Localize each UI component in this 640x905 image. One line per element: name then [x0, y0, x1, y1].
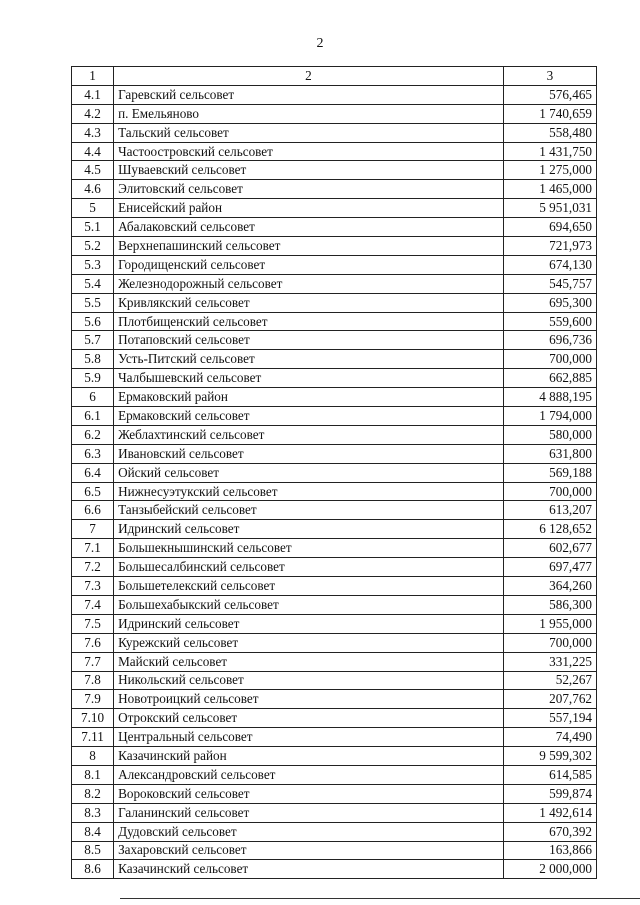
row-value: 207,762: [503, 690, 596, 709]
row-value: 613,207: [503, 501, 596, 520]
table-row: [72, 860, 597, 879]
table-row: [72, 199, 597, 218]
row-value: 695,300: [503, 293, 596, 312]
row-value: 700,000: [503, 633, 596, 652]
row-name: Усть-Питский сельсовет: [114, 350, 504, 369]
row-value: 674,130: [503, 255, 596, 274]
row-name: Казачинский сельсовет: [114, 860, 504, 879]
row-number: 5: [72, 199, 114, 218]
row-value: 558,480: [503, 123, 596, 142]
row-name: Ойский сельсовет: [114, 463, 504, 482]
row-name: Ермаковский сельсовет: [114, 407, 504, 426]
table-row: [72, 312, 597, 331]
row-number: 5.4: [72, 274, 114, 293]
row-value: 6 128,652: [503, 520, 596, 539]
row-value: 163,866: [503, 841, 596, 860]
row-name: Новотроицкий сельсовет: [114, 690, 504, 709]
table-row: [72, 501, 597, 520]
row-name: Городищенский сельсовет: [114, 255, 504, 274]
row-name: Енисейский район: [114, 199, 504, 218]
table-row: [72, 803, 597, 822]
row-number: 8.2: [72, 784, 114, 803]
row-name: Дудовский сельсовет: [114, 822, 504, 841]
row-number: 7: [72, 520, 114, 539]
row-value: 697,477: [503, 558, 596, 577]
row-name: Идринский сельсовет: [114, 614, 504, 633]
table-row: [72, 293, 597, 312]
row-number: 4.3: [72, 123, 114, 142]
row-name: Александровский сельсовет: [114, 765, 504, 784]
row-value: 74,490: [503, 728, 596, 747]
row-number: 7.6: [72, 633, 114, 652]
row-name: Железнодорожный сельсовет: [114, 274, 504, 293]
row-name: Никольский сельсовет: [114, 671, 504, 690]
row-value: 696,736: [503, 331, 596, 350]
row-number: 7.10: [72, 709, 114, 728]
row-name: Курежский сельсовет: [114, 633, 504, 652]
row-name: Большехабыкский сельсовет: [114, 595, 504, 614]
row-value: 586,300: [503, 595, 596, 614]
row-value: 694,650: [503, 218, 596, 237]
table-row: [72, 161, 597, 180]
table-header: [72, 67, 597, 86]
row-number: 7.2: [72, 558, 114, 577]
row-value: 662,885: [503, 369, 596, 388]
row-number: 4.5: [72, 161, 114, 180]
row-number: 7.9: [72, 690, 114, 709]
row-number: 4.1: [72, 85, 114, 104]
row-name: Захаровский сельсовет: [114, 841, 504, 860]
row-number: 7.7: [72, 652, 114, 671]
table-row: [72, 652, 597, 671]
row-name: Плотбищенский сельсовет: [114, 312, 504, 331]
table-row: [72, 595, 597, 614]
table-row: [72, 388, 597, 407]
table-row: [72, 463, 597, 482]
header-col-1: 1: [72, 67, 114, 86]
table-row: [72, 123, 597, 142]
row-name: Частоостровский сельсовет: [114, 142, 504, 161]
row-number: 8.5: [72, 841, 114, 860]
table-row: [72, 558, 597, 577]
row-number: 5.7: [72, 331, 114, 350]
row-name: Чалбышевский сельсовет: [114, 369, 504, 388]
table-row: [72, 765, 597, 784]
row-name: Гаревский сельсовет: [114, 85, 504, 104]
row-value: 602,677: [503, 539, 596, 558]
row-name: Потаповский сельсовет: [114, 331, 504, 350]
row-value: 4 888,195: [503, 388, 596, 407]
row-number: 4.6: [72, 180, 114, 199]
row-value: 364,260: [503, 577, 596, 596]
table-row: [72, 104, 597, 123]
row-name: Большекнышинский сельсовет: [114, 539, 504, 558]
row-value: 631,800: [503, 444, 596, 463]
table-row: [72, 444, 597, 463]
row-number: 7.4: [72, 595, 114, 614]
row-name: Кривлякский сельсовет: [114, 293, 504, 312]
table-row: [72, 142, 597, 161]
row-value: 1 794,000: [503, 407, 596, 426]
table-row: [72, 482, 597, 501]
row-value: 1 492,614: [503, 803, 596, 822]
row-name: Вороковский сельсовет: [114, 784, 504, 803]
row-name: п. Емельяново: [114, 104, 504, 123]
table-row: [72, 577, 597, 596]
row-value: 1 431,750: [503, 142, 596, 161]
row-number: 7.1: [72, 539, 114, 558]
row-name: Абалаковский сельсовет: [114, 218, 504, 237]
row-number: 5.8: [72, 350, 114, 369]
row-number: 6.5: [72, 482, 114, 501]
row-value: 1 740,659: [503, 104, 596, 123]
table-row: [72, 671, 597, 690]
row-number: 5.2: [72, 237, 114, 256]
row-name: Танзыбейский сельсовет: [114, 501, 504, 520]
row-name: Казачинский район: [114, 747, 504, 766]
table-row: [72, 520, 597, 539]
row-number: 7.8: [72, 671, 114, 690]
row-number: 4.2: [72, 104, 114, 123]
row-number: 5.6: [72, 312, 114, 331]
row-name: Тальский сельсовет: [114, 123, 504, 142]
row-number: 5.9: [72, 369, 114, 388]
row-value: 670,392: [503, 822, 596, 841]
row-number: 6.6: [72, 501, 114, 520]
row-value: 599,874: [503, 784, 596, 803]
table-body: [72, 85, 597, 878]
row-number: 8: [72, 747, 114, 766]
row-value: 545,757: [503, 274, 596, 293]
table-row: [72, 407, 597, 426]
row-value: 559,600: [503, 312, 596, 331]
page-number: 2: [316, 36, 324, 51]
row-number: 6.3: [72, 444, 114, 463]
row-value: 557,194: [503, 709, 596, 728]
row-number: 6.1: [72, 407, 114, 426]
row-name: Жеблахтинский сельсовет: [114, 425, 504, 444]
row-name: Элитовский сельсовет: [114, 180, 504, 199]
table-row: [72, 369, 597, 388]
row-number: 5.1: [72, 218, 114, 237]
table-row: [72, 747, 597, 766]
row-number: 7.3: [72, 577, 114, 596]
table-row: [72, 331, 597, 350]
table-row: [72, 539, 597, 558]
row-name: Большесалбинский сельсовет: [114, 558, 504, 577]
table-row: [72, 237, 597, 256]
row-value: 700,000: [503, 482, 596, 501]
table-row: [72, 255, 597, 274]
row-number: 4.4: [72, 142, 114, 161]
footer-rule: [120, 898, 640, 899]
row-name: Верхнепашинский сельсовет: [114, 237, 504, 256]
table-row: [72, 728, 597, 747]
table-row: [72, 425, 597, 444]
row-name: Шуваевский сельсовет: [114, 161, 504, 180]
row-value: 580,000: [503, 425, 596, 444]
header-row: [72, 67, 597, 86]
row-name: Галанинский сельсовет: [114, 803, 504, 822]
row-value: 9 599,302: [503, 747, 596, 766]
data-table: [71, 66, 597, 879]
row-value: 614,585: [503, 765, 596, 784]
row-number: 8.3: [72, 803, 114, 822]
row-value: 5 951,031: [503, 199, 596, 218]
row-number: 7.11: [72, 728, 114, 747]
row-name: Ермаковский район: [114, 388, 504, 407]
header-col-3: 3: [503, 67, 596, 86]
row-name: Большетелекский сельсовет: [114, 577, 504, 596]
row-value: 721,973: [503, 237, 596, 256]
row-value: 1 465,000: [503, 180, 596, 199]
row-number: 6.4: [72, 463, 114, 482]
row-name: Центральный сельсовет: [114, 728, 504, 747]
row-value: 576,465: [503, 85, 596, 104]
row-value: 331,225: [503, 652, 596, 671]
header-col-2: 2: [114, 67, 504, 86]
row-value: 569,188: [503, 463, 596, 482]
row-name: Майский сельсовет: [114, 652, 504, 671]
row-value: 700,000: [503, 350, 596, 369]
row-name: Нижнесуэтукский сельсовет: [114, 482, 504, 501]
row-value: 52,267: [503, 671, 596, 690]
table-row: [72, 690, 597, 709]
table-row: [72, 85, 597, 104]
row-name: Ивановский сельсовет: [114, 444, 504, 463]
row-name: Идринский сельсовет: [114, 520, 504, 539]
row-number: 8.4: [72, 822, 114, 841]
row-value: 1 275,000: [503, 161, 596, 180]
table-row: [72, 350, 597, 369]
row-name: Отрокский сельсовет: [114, 709, 504, 728]
table-row: [72, 633, 597, 652]
row-number: 5.3: [72, 255, 114, 274]
table-row: [72, 218, 597, 237]
table-row: [72, 784, 597, 803]
row-number: 7.5: [72, 614, 114, 633]
row-number: 5.5: [72, 293, 114, 312]
table-row: [72, 614, 597, 633]
table-row: [72, 180, 597, 199]
row-number: 8.1: [72, 765, 114, 784]
table-row: [72, 274, 597, 293]
row-number: 6: [72, 388, 114, 407]
table-row: [72, 709, 597, 728]
row-value: 1 955,000: [503, 614, 596, 633]
row-number: 8.6: [72, 860, 114, 879]
row-number: 6.2: [72, 425, 114, 444]
table-row: [72, 841, 597, 860]
row-value: 2 000,000: [503, 860, 596, 879]
table-row: [72, 822, 597, 841]
